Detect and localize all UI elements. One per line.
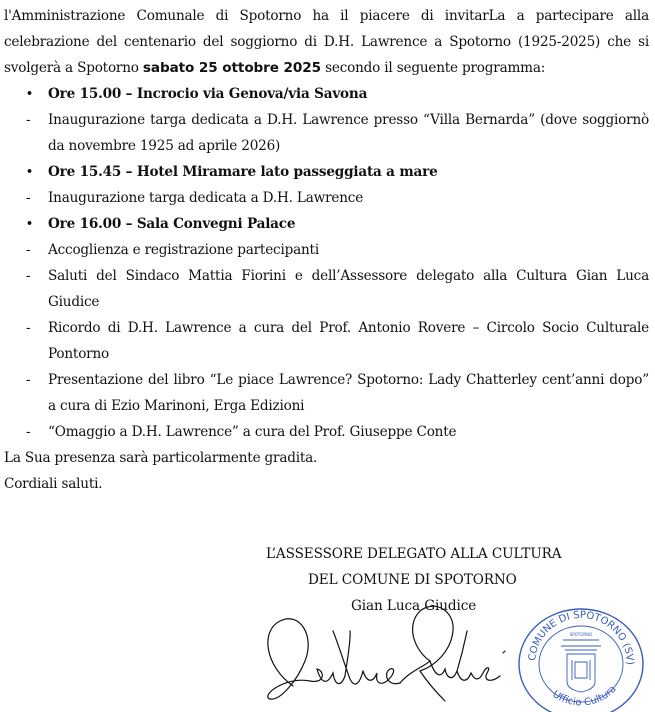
dash-icon: - xyxy=(26,320,31,336)
bullet-icon: • xyxy=(26,217,33,230)
program-item-text: Accoglienza e registrazione partecipanti xyxy=(48,242,319,258)
intro-text: l'Amministrazione Comunale di Spotorno ha il piacere di invitarLa a partecipare alla celebrazione del centenario del soggiorno di D.H. Lawrence a Spotorno (1925-2025) che si svolgerà a Spotorno xyxy=(4,8,649,76)
program-activity xyxy=(4,107,649,159)
dash-icon: - xyxy=(26,242,31,258)
program-time-slot xyxy=(4,211,649,237)
official-stamp xyxy=(507,602,655,712)
signatory-title: L’ASSESSORE DELEGATO ALLA CULTURA xyxy=(266,546,562,562)
program-activity xyxy=(4,367,649,419)
crest-label: SPOTORNO xyxy=(569,632,593,637)
program-item-text: “Omaggio a D.H. Lawrence” a cura del Prof. Giuseppe Conte xyxy=(48,424,457,440)
bullet-icon: • xyxy=(26,165,33,178)
program-activity xyxy=(4,237,649,263)
stamp-bottom-text: Ufficio Cultura xyxy=(550,683,619,709)
signatory-name: Gian Luca Giudice xyxy=(351,598,477,614)
program-item-text: Ore 15.45 – Hotel Miramare lato passeggiata a mare xyxy=(48,164,438,180)
dash-icon: - xyxy=(26,190,31,206)
dash-icon: - xyxy=(26,268,31,284)
program-time-slot xyxy=(4,81,649,107)
letter-body xyxy=(4,3,649,497)
dash-icon: - xyxy=(26,372,31,388)
program-item-text: Ricordo di D.H. Lawrence a cura del Prof. Antonio Rovere – Circolo Socio Culturale Pontorno xyxy=(48,320,649,362)
handwritten-signature xyxy=(255,591,515,711)
bullet-icon: • xyxy=(26,87,33,100)
program-activity xyxy=(4,419,649,445)
signatory-municipality: DEL COMUNE DI SPOTORNO xyxy=(308,572,517,588)
program-item-text: Inaugurazione targa dedicata a D.H. Lawrence xyxy=(48,190,364,206)
stamp-top-text: COMUNE DI SPOTORNO (SV) xyxy=(527,609,636,666)
program-activity xyxy=(4,185,649,211)
program-item-text: Ore 16.00 – Sala Convegni Palace xyxy=(48,216,296,232)
intro-paragraph xyxy=(4,3,649,81)
crest-icon xyxy=(561,640,601,692)
program-item-text: Saluti del Sindaco Mattia Fiorini e dell’Assessore delegato alla Cultura Gian Luca Giudice xyxy=(48,268,649,310)
program-activity xyxy=(4,263,649,315)
program-time-slot xyxy=(4,159,649,185)
program-item-text: Inaugurazione targa dedicata a D.H. Lawrence presso “Villa Bernarda” (dove soggiornò da novembre 1925 ad aprile 2026) xyxy=(48,112,649,154)
program-list xyxy=(4,81,649,445)
dash-icon: - xyxy=(26,112,31,128)
event-date: sabato 25 ottobre 2025 xyxy=(142,60,321,76)
closing-greeting: Cordiali saluti. xyxy=(4,476,103,492)
closing-presence: La Sua presenza sarà particolarmente gradita. xyxy=(4,450,318,466)
program-item-text: Presentazione del libro “Le piace Lawrence? Spotorno: Lady Chatterley cent’anni dopo” a cura di Ezio Marinoni, Erga Edizioni xyxy=(48,372,649,414)
signature-block xyxy=(250,546,655,712)
program-activity xyxy=(4,315,649,367)
program-item-text: Ore 15.00 – Incrocio via Genova/via Savona xyxy=(48,86,368,102)
intro-text-end: secondo il seguente programma: xyxy=(320,60,546,76)
dash-icon: - xyxy=(26,424,31,440)
